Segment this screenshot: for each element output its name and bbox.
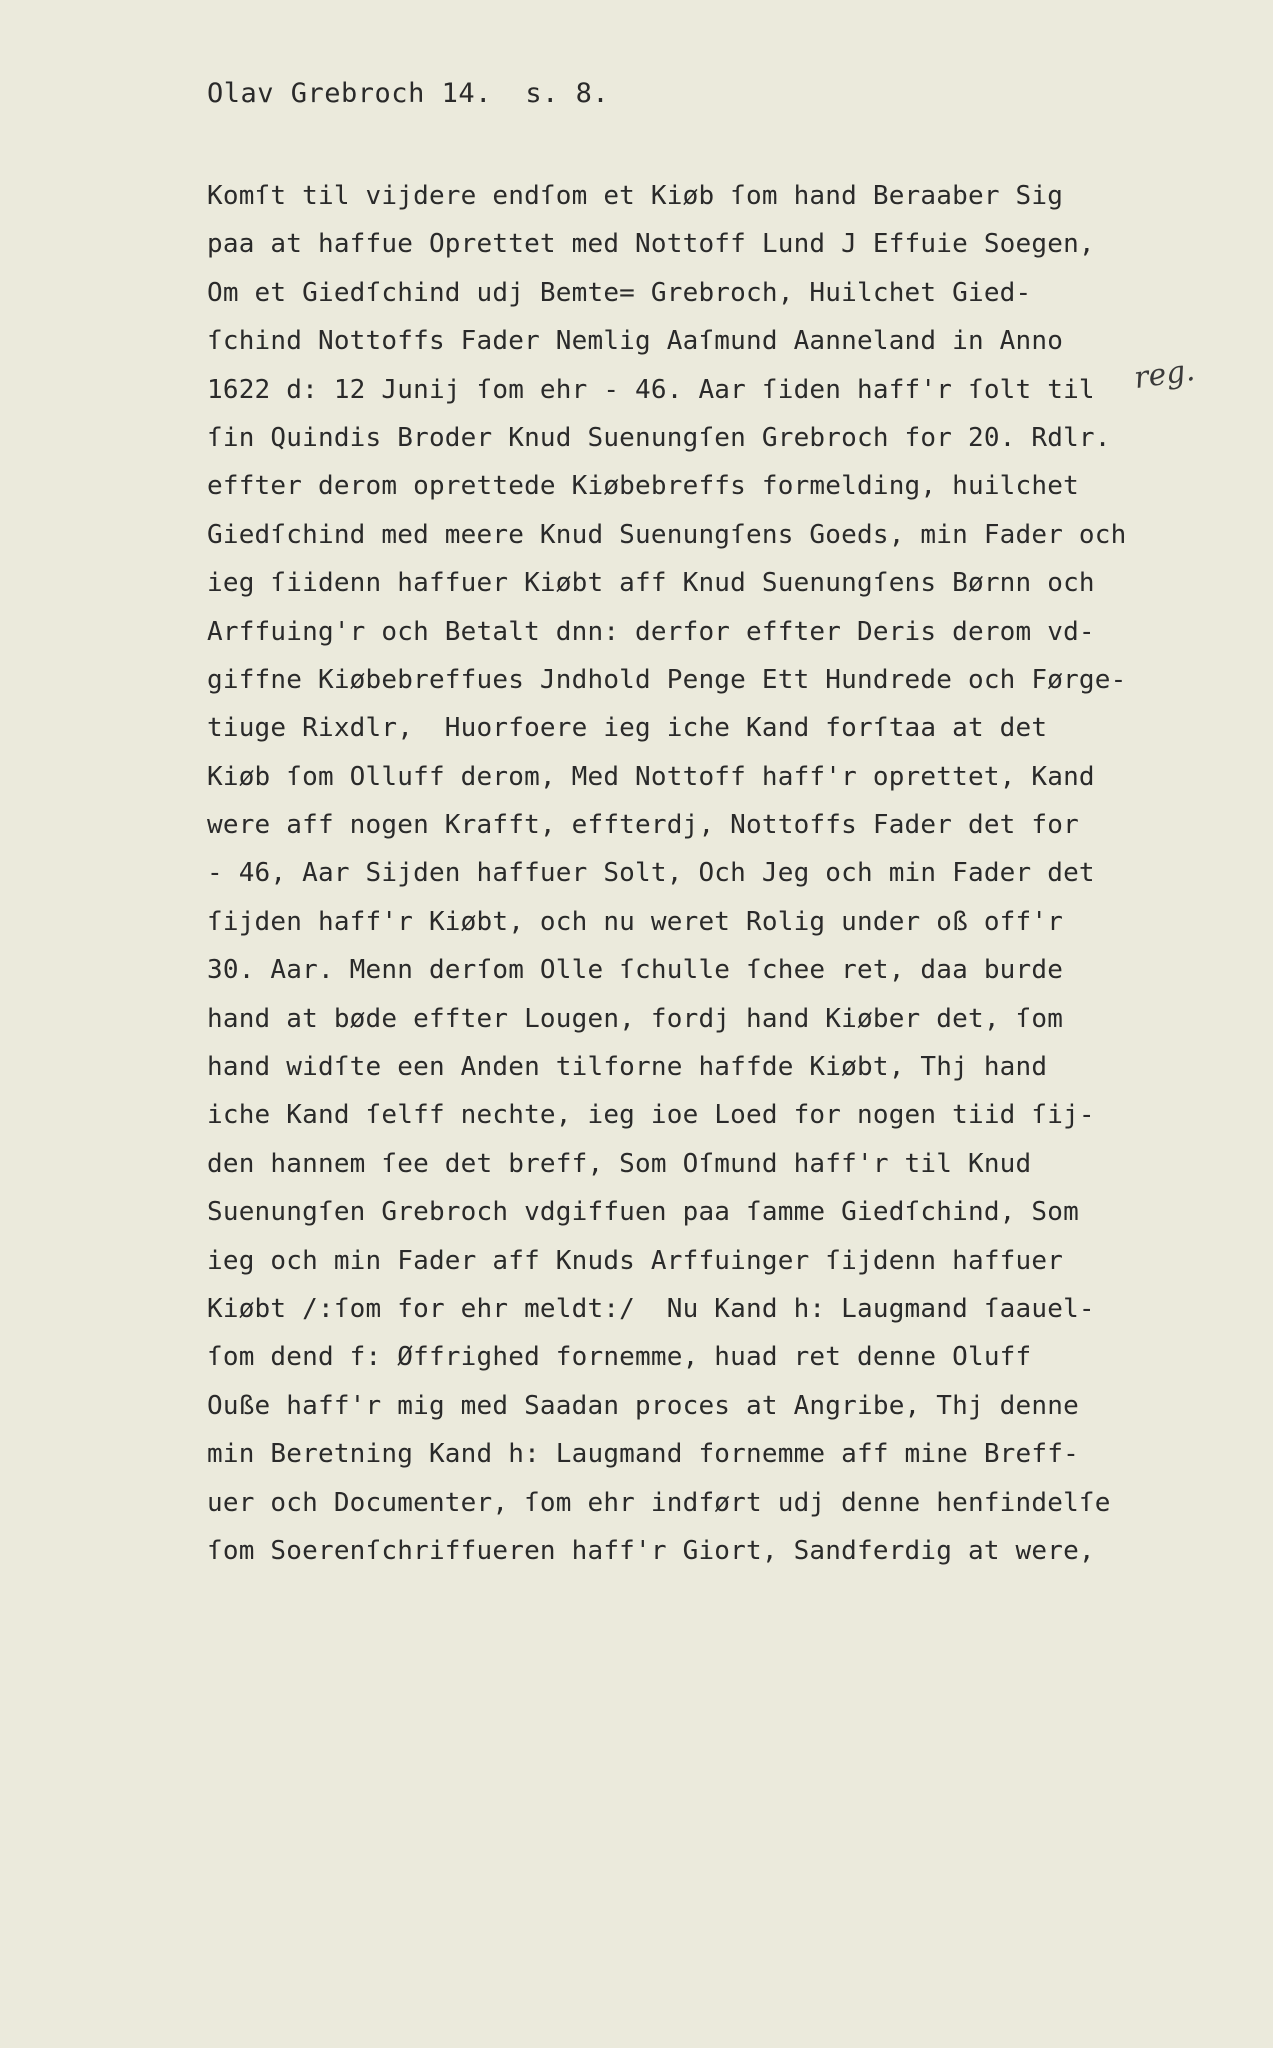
text-line: Suenungſen Grebroch vdgiffuen paa ſamme Giedſchind, Som [207,1197,1079,1228]
transcription-body [207,172,1127,1575]
text-line: Om et Giedſchind udj Bemte= Grebroch, Huilchet Gied- [207,277,1032,308]
margin-note: reg. [1131,352,1197,397]
text-line: 30. Aar. Menn derſom Olle ſchulle ſchee ret, daa burde [207,955,1064,986]
text-line: ieg ſiidenn haffuer Kiøbt aff Knud Suenungſens Børnn och [207,568,1095,599]
text-line: Kiøbt /:ſom for ehr meldt:/ Nu Kand h: Laugmand ſaauel- [207,1293,1095,1324]
text-line: ieg och min Fader aff Knuds Arffuinger ſijdenn haffuer [207,1245,1064,1276]
text-line: min Beretning Kand h: Laugmand fornemme aff mine Breff- [207,1439,1079,1470]
text-line: Giedſchind med meere Knud Suenungſens Goeds, min Fader och [207,519,1127,550]
text-line: hand widſte een Anden tilforne haffde Kiøbt, Thj hand [207,1052,1048,1083]
text-line: ſom Soerenſchriffueren haff'r Giort, Sandferdig at were, [207,1535,1095,1566]
text-line: hand at bøde effter Lougen, fordj hand Kiøber det, ſom [207,1003,1064,1034]
text-line: Arffuing'r och Betalt dnn: derfor effter Deris derom vd- [207,616,1095,647]
text-line: Ouße haff'r mig med Saadan proces at Angribe, Thj denne [207,1390,1079,1421]
text-line: - 46, Aar Sijden haffuer Solt, Och Jeg och min Fader det [207,858,1095,889]
text-line: ſom dend f: Øffrighed fornemme, huad ret denne Oluff [207,1342,1032,1373]
text-line: 1622 d: 12 Junij ſom ehr - 46. Aar ſiden haff'r ſolt til [207,374,1095,405]
text-line: ſin Quindis Broder Knud Suenungſen Grebroch for 20. Rdlr. [207,422,1111,453]
text-line: effter derom oprettede Kiøbebreffs formelding, huilchet [207,471,1079,502]
text-line: giffne Kiøbebreffues Jndhold Penge Ett Hundrede och Førge- [207,664,1127,695]
text-line: Komſt til vijdere endſom et Kiøb ſom hand Beraaber Sig [207,181,1064,211]
page-heading: Olav Grebroch 14. s. 8. [207,78,610,109]
text-line: ſchind Nottoffs Fader Nemlig Aaſmund Aanneland in Anno [207,326,1064,357]
text-line: Kiøb ſom Olluff derom, Med Nottoff haff'r oprettet, Kand [207,761,1095,792]
text-line: den hannem ſee det breff, Som Oſmund haff'r til Knud [207,1148,1032,1179]
text-line: uer och Documenter, ſom ehr indført udj denne henfindelſe [207,1487,1111,1518]
text-line: were aff nogen Krafft, effterdj, Nottoffs Fader det for [207,810,1079,841]
text-line: iche Kand ſelff nechte, ieg ioe Loed for nogen tiid ſij- [207,1100,1095,1131]
text-line: tiuge Rixdlr, Huorfoere ieg iche Kand forſtaa at det [207,713,1048,744]
text-line: ſijden haff'r Kiøbt, och nu weret Rolig under oß off'r [207,906,1064,937]
text-line: paa at haffue Oprettet med Nottoff Lund J Effuie Soegen, [207,229,1095,260]
